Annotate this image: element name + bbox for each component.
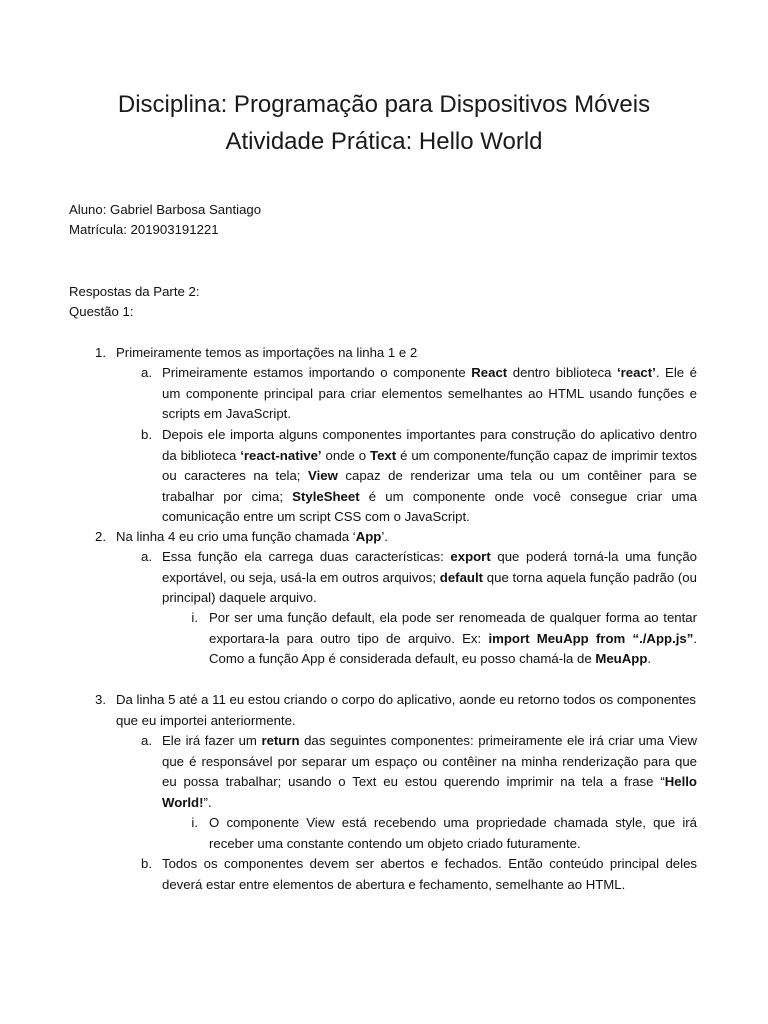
list-marker: i. [191, 610, 198, 625]
list-marker: a. [141, 549, 152, 564]
list-marker: 2. [95, 529, 106, 544]
student-name: Aluno: Gabriel Barbosa Santiago [69, 202, 262, 217]
list-item-2a: Essa função ela carrega duas características: export que poderá torná-la uma função exportável, ou seja, usá-la em outros arquivos; default que torna aquela função padrão (ou principal) daquele arquivo. [162, 549, 697, 606]
activity-title: Atividade Prática: Hello World [225, 128, 543, 155]
list-marker: b. [141, 427, 152, 442]
list-item-2ai: Por ser uma função default, ela pode ser renomeada de qualquer forma ao tentar exportara-la para outro tipo de arquivo. Ex: import MeuApp from “./App.js”. Como a função App é considerada default, eu posso chamá-la de MeuApp. [209, 610, 697, 667]
list-item-3a: Ele irá fazer um return das seguintes componentes: primeiramente ele irá criar uma View que é responsável por separar um espaço ou contêiner na minha renderização para que eu possa trabalhar; usando o Text eu estou querendo imprimir na tela a frase “Hello World!”. [162, 733, 697, 810]
list-marker: i. [191, 815, 198, 830]
list-item-1: Primeiramente temos as importações na linha 1 e 2 [116, 345, 418, 360]
section-heading: Respostas da Parte 2: [69, 284, 200, 299]
discipline-title: Disciplina: Programação para Dispositivos Móveis [117, 91, 651, 118]
list-item-3ai: O componente View está recebendo uma propriedade chamada style, que irá receber uma constante contendo um objeto criado futuramente. [209, 815, 697, 851]
list-marker: a. [141, 365, 152, 380]
list-item-3: Da linha 5 até a 11 eu estou criando o corpo do aplicativo, aonde eu retorno todos os componentes que eu importei anteriormente. [116, 692, 696, 728]
list-marker: a. [141, 733, 152, 748]
list-item-1a: Primeiramente estamos importando o componente React dentro biblioteca ‘react’. Ele é um componente principal para criar elementos semelhantes ao HTML usando funções e scripts em JavaScript. [162, 365, 697, 422]
list-marker: b. [141, 856, 152, 871]
list-marker: 3. [95, 692, 106, 707]
list-marker: 1. [95, 345, 106, 360]
list-item-1b: Depois ele importa alguns componentes importantes para construção do aplicativo dentro da biblioteca ‘react-native’ onde o Text é um componente/função capaz de imprimir textos ou caracteres na tela; View capaz de renderizar uma tela ou um contêiner para se trabalhar por cima; StyleSheet é um componente onde você consegue criar uma comunicação entre um script CSS com o JavaScript. [162, 427, 697, 525]
question-label: Questão 1: [69, 304, 134, 319]
student-id: Matrícula: 201903191221 [69, 222, 219, 237]
list-item-3b: Todos os componentes devem ser abertos e fechados. Então conteúdo principal deles deverá estar entre elementos de abertura e fechamento, semelhante ao HTML. [162, 856, 697, 892]
list-item-2: Na linha 4 eu crio uma função chamada ‘App’. [116, 529, 388, 544]
